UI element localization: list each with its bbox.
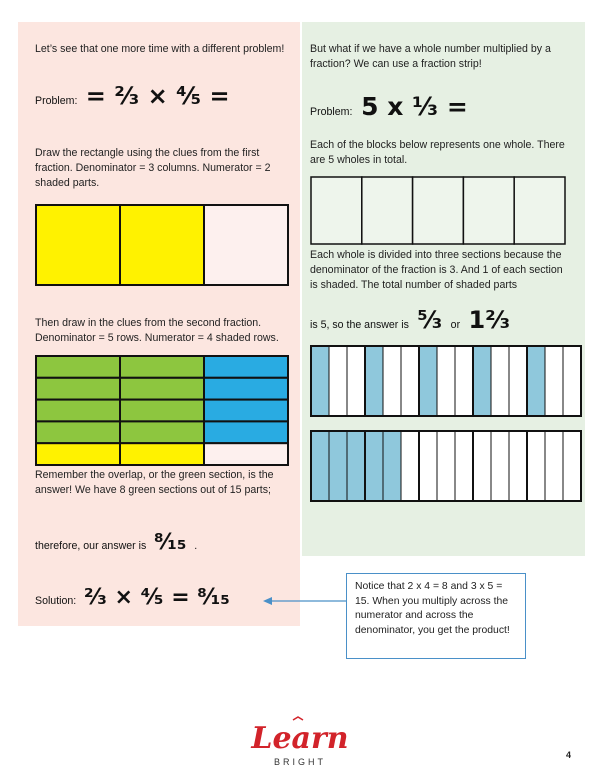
strip-cell — [401, 431, 419, 501]
right-answer-or: or — [450, 319, 461, 331]
whole-block — [362, 177, 413, 244]
grid-cell — [36, 443, 120, 465]
grid-cell — [36, 378, 120, 400]
left-step2-text: Then draw in the clues from the second fraction. Denominator = 5 rows. Numerator = 4 shaded rows. — [35, 317, 279, 344]
first-fraction-shaded-part-2 — [120, 205, 204, 285]
right-problem-expression: 5 x ¹⁄₃ = — [361, 92, 468, 121]
grid-cell — [204, 400, 288, 422]
strip-cell — [311, 346, 329, 416]
strip-cell — [419, 431, 437, 501]
fraction-strip-1 — [310, 345, 582, 417]
left-solution-expression: ²⁄₃ × ⁴⁄₅ = ⁸⁄₁₅ — [83, 585, 230, 610]
page-number: 4 — [566, 750, 572, 760]
first-fraction-shaded-part-1 — [36, 205, 120, 285]
left-therefore-period: . — [194, 540, 198, 552]
whole-block — [311, 177, 362, 244]
right-blocks-text: Each of the blocks below represents one whole. There are 5 wholes in total. — [310, 139, 565, 166]
left-therefore-text: therefore, our answer is — [35, 540, 147, 552]
left-solution-label: Solution: — [35, 595, 77, 607]
strip-cell — [329, 346, 347, 416]
second-fraction-grid — [35, 355, 289, 466]
strip-cell — [545, 431, 563, 501]
note-text: Notice that 2 x 4 = 8 and 3 x 5 = 15. When you multiply across the numerator and across the denominator, you get the product! — [355, 581, 510, 636]
right-answer-prefix: is 5, so the answer is — [310, 319, 409, 331]
strip-cell — [527, 431, 545, 501]
strip-cell — [455, 431, 473, 501]
strip-cell — [347, 431, 365, 501]
grid-cell — [204, 356, 288, 378]
right-intro-text: But what if we have a whole number multiplied by a fraction? We can use a fraction strip! — [310, 43, 551, 70]
strip-cell — [473, 431, 491, 501]
right-divided-text: Each whole is divided into three sections because the denominator of the fraction is 3. And 1 of each section is shaded. The total number of shaded parts — [310, 249, 563, 291]
first-fraction-rectangle — [35, 204, 289, 286]
left-therefore — [35, 530, 197, 555]
learn-bright-logo — [235, 714, 365, 770]
logo-sub: BRIGHT — [273, 757, 327, 767]
fraction-strip-2 — [310, 430, 582, 502]
strip-cell — [473, 346, 491, 416]
whole-block — [463, 177, 514, 244]
grid-cell — [204, 443, 288, 465]
strip-cell — [527, 346, 545, 416]
left-solution — [35, 585, 230, 610]
left-step1-text: Draw the rectangle using the clues from the first fraction. Denominator = 3 columns. Numerator = 2 shaded parts. — [35, 147, 271, 189]
whole-block — [413, 177, 464, 244]
first-fraction-unshaded-part — [204, 205, 288, 285]
left-problem-label: Problem: — [35, 95, 78, 107]
logo-spark-icon — [293, 717, 303, 720]
strip-cell — [437, 431, 455, 501]
whole-blocks-strip — [310, 176, 566, 245]
strip-cell — [419, 346, 437, 416]
right-answer — [310, 306, 510, 334]
grid-cell — [36, 421, 120, 443]
whole-blocks — [311, 177, 565, 244]
strip-cell — [401, 346, 419, 416]
grid-cell — [120, 400, 204, 422]
strip-cell — [509, 346, 527, 416]
strip-cell — [383, 346, 401, 416]
left-problem-expression: = ²⁄₃ × ⁴⁄₅ = — [85, 82, 230, 110]
right-answer-fraction-1: ⁵⁄₃ — [417, 306, 443, 334]
grid-cell — [36, 400, 120, 422]
strip-cell — [563, 431, 581, 501]
grid-cell — [204, 421, 288, 443]
strip-cell — [365, 431, 383, 501]
strip-cell — [545, 346, 563, 416]
strip-cell — [509, 431, 527, 501]
right-problem — [310, 92, 468, 121]
logo-word: Learn — [251, 721, 349, 756]
grid-cell — [204, 378, 288, 400]
strip-cell — [563, 346, 581, 416]
grid-cell — [120, 443, 204, 465]
left-problem — [35, 82, 230, 110]
strip-2-cells — [311, 431, 581, 501]
grid-cell — [120, 378, 204, 400]
right-answer-fraction-2: 1²⁄₃ — [468, 306, 511, 334]
note-box — [346, 573, 526, 659]
grid-cell — [36, 356, 120, 378]
whole-block — [514, 177, 565, 244]
right-problem-label: Problem: — [310, 106, 353, 118]
strip-cell — [347, 346, 365, 416]
grid-cell — [120, 356, 204, 378]
strip-cell — [329, 431, 347, 501]
left-remember-text: Remember the overlap, or the green section, is the answer! We have 8 green sections out of 15 parts; — [35, 469, 274, 496]
left-intro-text: Let’s see that one more time with a different problem! — [35, 43, 285, 55]
strip-cell — [437, 346, 455, 416]
strip-cell — [455, 346, 473, 416]
grid-cells — [36, 356, 288, 465]
strip-cell — [311, 431, 329, 501]
left-therefore-fraction: ⁸⁄₁₅ — [153, 530, 187, 555]
strip-cell — [365, 346, 383, 416]
arrow-left-icon — [262, 595, 348, 607]
logo-graphic — [235, 714, 365, 770]
strip-1-cells — [311, 346, 581, 416]
grid-cell — [120, 421, 204, 443]
strip-cell — [383, 431, 401, 501]
strip-cell — [491, 346, 509, 416]
strip-cell — [491, 431, 509, 501]
